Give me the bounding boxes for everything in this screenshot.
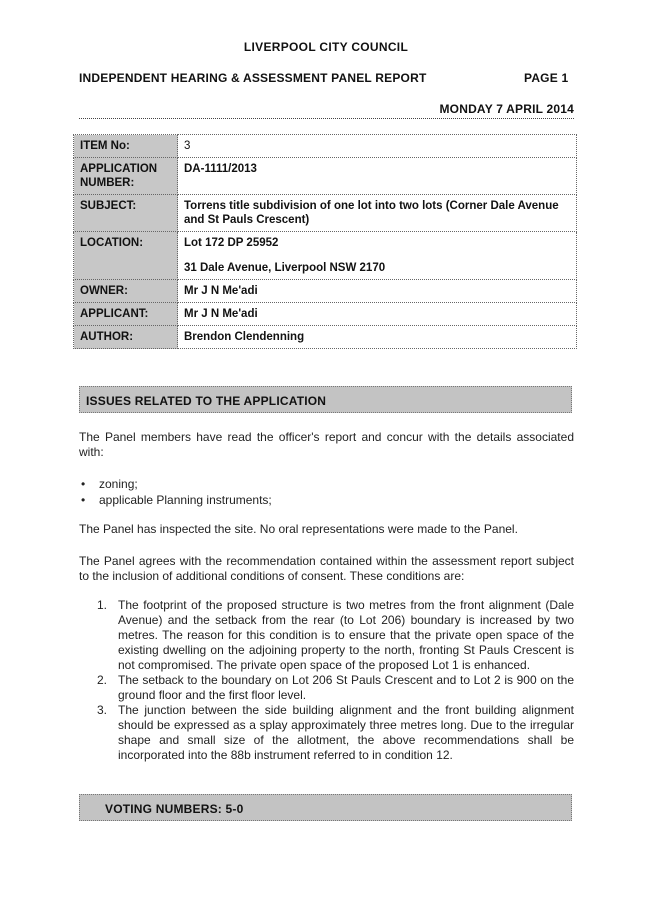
table-row-applicant [74, 303, 577, 326]
condition-number: 2. [97, 673, 108, 687]
bullet-icon: • [81, 477, 86, 491]
issues-title: ISSUES RELATED TO THE APPLICATION [86, 394, 327, 408]
table-row-author [74, 326, 577, 349]
intro-paragraph: The Panel members have read the officer's report and concur with the details associated with: [79, 430, 574, 459]
item-value: 3 [178, 135, 577, 158]
issues-section-header [79, 386, 572, 413]
applicant-value: Mr J N Me'adi [178, 303, 577, 326]
condition-text: The setback to the boundary on Lot 206 St Pauls Crescent and to Lot 2 is 900 on the ground floor and the first floor level. [118, 673, 574, 702]
owner-value: Mr J N Me'adi [178, 280, 577, 303]
application-info-table [73, 134, 577, 349]
bullet-icon: • [81, 493, 86, 507]
application-number-value: DA-1111/2013 [178, 158, 577, 195]
author-label: AUTHOR: [74, 326, 178, 349]
table-row-owner [74, 280, 577, 303]
voting-section-header [79, 794, 572, 821]
list-item [79, 493, 574, 508]
report-date: MONDAY 7 APRIL 2014 [439, 102, 574, 116]
list-item [79, 477, 574, 492]
location-lot: Lot 172 DP 25952 [184, 237, 279, 249]
conditions-list [97, 598, 574, 763]
page-number: PAGE 1 [524, 71, 569, 85]
table-row-subject [74, 195, 577, 232]
location-address: 31 Dale Avenue, Liverpool NSW 2170 [184, 262, 386, 274]
issues-bullet-list [79, 477, 574, 509]
table-row-location [74, 232, 577, 280]
condition-item [97, 703, 574, 763]
table-row-item [74, 135, 577, 158]
location-label: LOCATION: [74, 232, 178, 280]
condition-text: The junction between the side building alignment and the front building alignment should be expressed as a splay approximately three metres long. Due to the irregular shape and small size of the allotment, the above recommendations shall be incorporated into the 88b instrument referred to in condition 12. [118, 703, 574, 762]
agree-paragraph: The Panel agrees with the recommendation contained within the assessment report subject to the inclusion of additional conditions of consent. These conditions are: [79, 554, 574, 583]
header-divider [79, 118, 574, 119]
author-value: Brendon Clendenning [178, 326, 577, 349]
bullet-text: applicable Planning instruments; [99, 493, 272, 507]
location-value [178, 232, 577, 280]
voting-numbers: VOTING NUMBERS: 5-0 [105, 802, 244, 816]
condition-text: The footprint of the proposed structure is two metres from the front alignment (Dale Avenue) and the setback from the rear (to Lot 206) boundary is increased by two metres. The reason for this condition is to ensure that the private open space of the existing dwelling on the adjoining property to the north, fronting St Pauls Crescent is not compromised. The private open space of the proposed Lot 1 is enhanced. [118, 598, 574, 672]
condition-item [97, 673, 574, 703]
bullet-text: zoning; [99, 477, 138, 491]
subject-value: Torrens title subdivision of one lot into two lots (Corner Dale Avenue and St Pauls Crescent) [178, 195, 577, 232]
council-name: LIVERPOOL CITY COUNCIL [243, 40, 409, 54]
condition-number: 3. [97, 703, 108, 717]
condition-number: 1. [97, 598, 108, 612]
application-number-label: APPLICATION NUMBER: [74, 158, 178, 195]
site-paragraph: The Panel has inspected the site. No oral representations were made to the Panel. [79, 522, 518, 536]
condition-item [97, 598, 574, 673]
report-title: INDEPENDENT HEARING & ASSESSMENT PANEL REPORT [79, 71, 427, 85]
table-row-application [74, 158, 577, 195]
applicant-label: APPLICANT: [74, 303, 178, 326]
owner-label: OWNER: [74, 280, 178, 303]
subject-label: SUBJECT: [74, 195, 178, 232]
item-label: ITEM No: [74, 135, 178, 158]
